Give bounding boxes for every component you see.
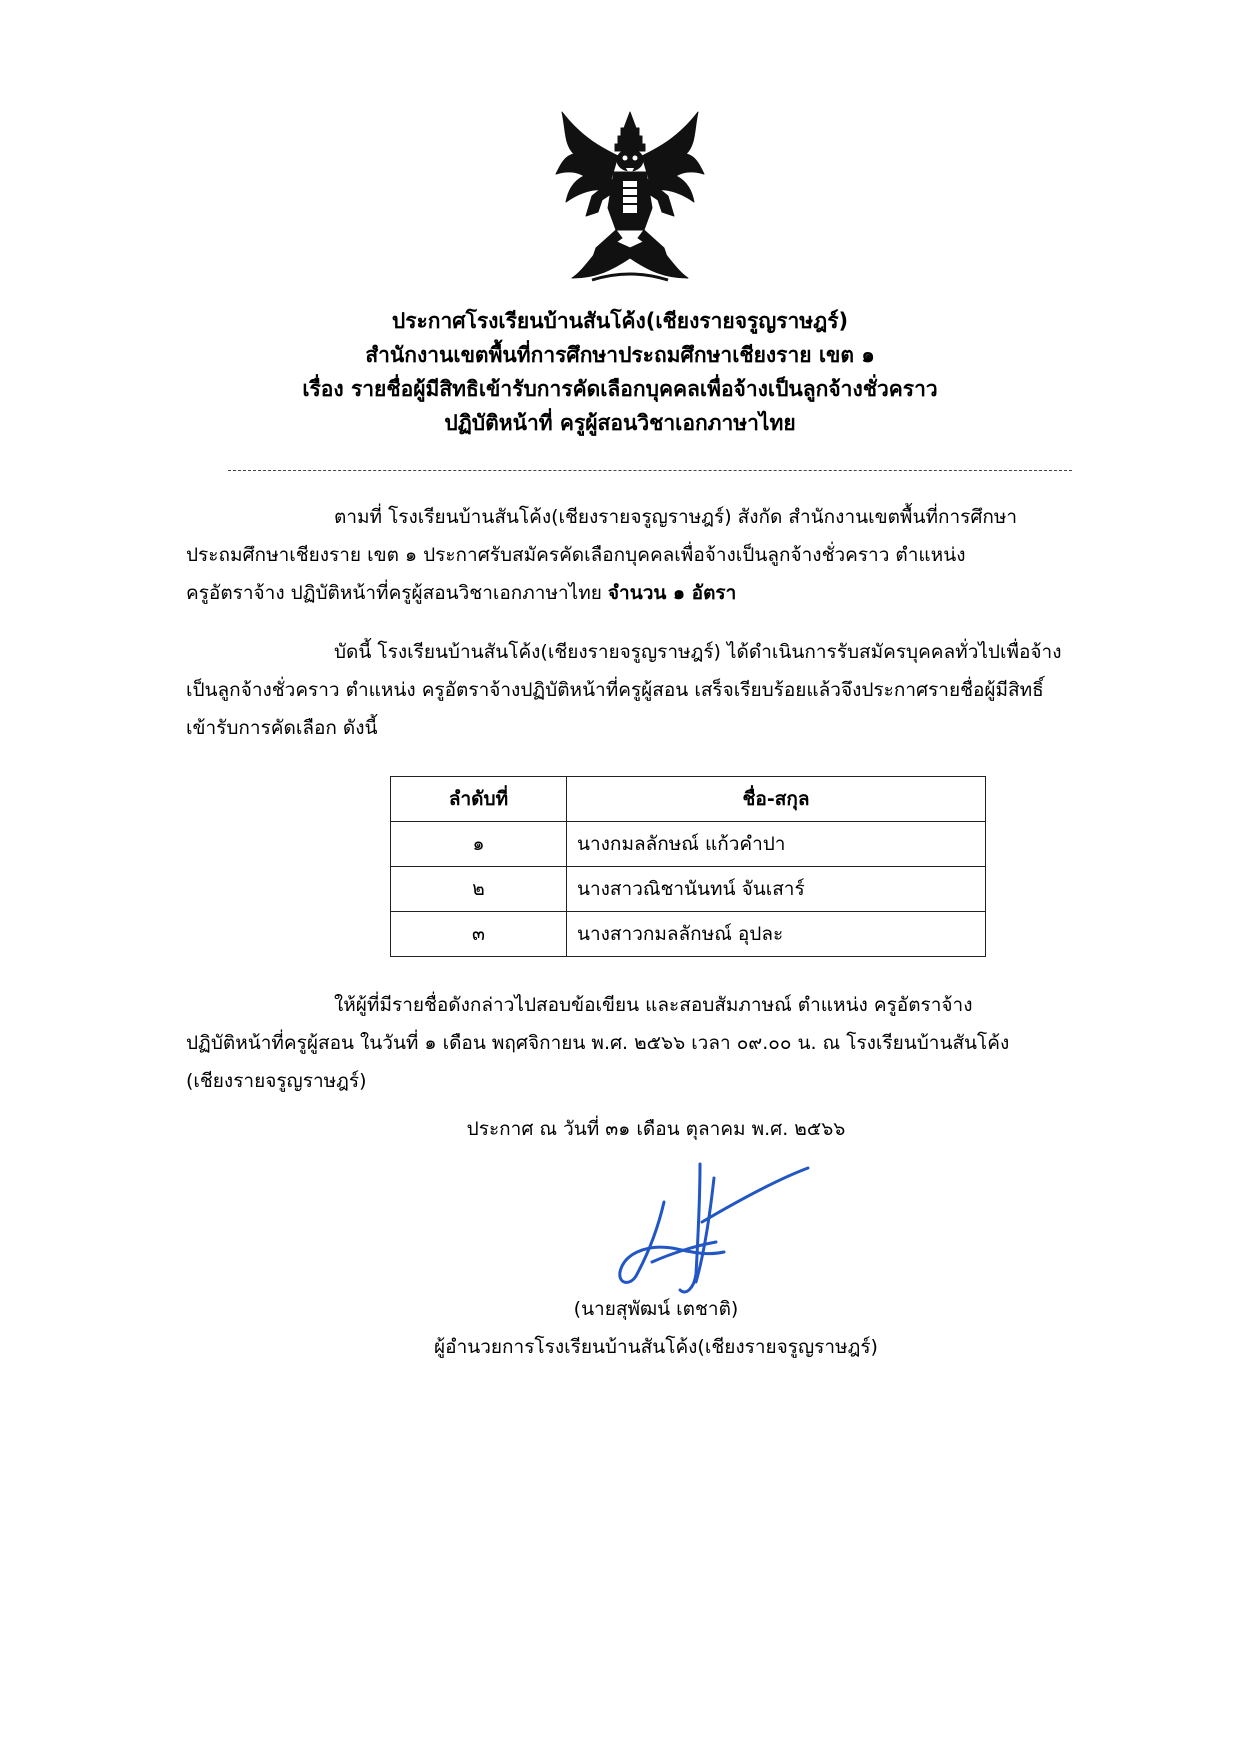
signer-name: (นายสุพัฒน์ เตชาติ) (573, 1298, 739, 1320)
heading-line-3: เรื่อง รายชื่อผู้มีสิทธิเข้ารับการคัดเลือกบุคคลเพื่อจ้างเป็นลูกจ้างชั่วคราว (302, 377, 938, 401)
paragraph-3-line-2: ปฏิบัติหน้าที่ครูผู้สอน ในวันที่ ๑ เดือน พฤศจิกายน พ.ศ. ๒๕๖๖ เวลา ๐๙.๐๐ น. ณ โรงเรียนบ้านสันโค้ง (186, 1032, 1010, 1054)
column-header-order: ลำดับที่ (391, 777, 567, 822)
table-header-row (391, 777, 986, 822)
paragraph-1-line-1: ตามที่ โรงเรียนบ้านสันโค้ง(เชียงรายจรูญราษฎร์) สังกัด สำนักงานเขตพื้นที่การศึกษา (334, 506, 1018, 528)
paragraph-1-line-3 (186, 574, 1120, 612)
signer-title: ผู้อำนวยการโรงเรียนบ้านสันโค้ง(เชียงรายจรูญราษฎร์) (434, 1336, 878, 1358)
row-order: ๑ (391, 822, 567, 867)
paragraph-3-line-1: ให้ผู้ที่มีรายชื่อดังกล่าวไปสอบข้อเขียน และสอบสัมภาษณ์ ตำแหน่ง ครูอัตราจ้าง (334, 994, 973, 1016)
paragraph-2-line-2: เป็นลูกจ้างชั่วคราว ตำแหน่ง ครูอัตราจ้างปฏิบัติหน้าที่ครูผู้สอน เสร็จเรียบร้อยแล้วจึงประกาศรายชื่อผู้มีสิทธิ์ (186, 679, 1044, 701)
paragraph-2-line-1: บัดนี้ โรงเรียนบ้านสันโค้ง(เชียงรายจรูญราษฎร์) ได้ดำเนินการรับสมัครบุคคลทั่วไปเพื่อจ้าง (334, 641, 1062, 663)
dashed-divider (228, 470, 1072, 471)
heading-line-2: สำนักงานเขตพื้นที่การศึกษาประถมศึกษาเชียงราย เขต ๑ (365, 343, 875, 367)
column-header-name: ชื่อ-สกุล (567, 777, 986, 822)
row-name: นางกมลลักษณ์ แก้วคำปา (567, 822, 986, 867)
handwritten-signature (596, 1158, 816, 1300)
heading-line-1: ประกาศโรงเรียนบ้านสันโค้ง(เชียงรายจรูญราษฎร์) (391, 309, 849, 333)
paragraph-1-line-3-text: ครูอัตราจ้าง ปฏิบัติหน้าที่ครูผู้สอนวิชาเอกภาษาไทย (186, 582, 602, 604)
announcement-date: ประกาศ ณ วันที่ ๓๑ เดือน ตุลาคม พ.ศ. ๒๕๖๖ (466, 1118, 846, 1140)
paragraph-2 (186, 633, 1120, 747)
row-name: นางสาวกมลลักษณ์ อุปละ (567, 912, 986, 957)
position-count: จำนวน ๑ อัตรา (607, 582, 737, 604)
eligible-candidates-table (390, 776, 986, 957)
paragraph-1-line-2: ประถมศึกษาเชียงราย เขต ๑ ประกาศรับสมัครคัดเลือกบุคคลเพื่อจ้างเป็นลูกจ้างชั่วคราว ตำแหน่ง (186, 544, 966, 566)
row-order: ๒ (391, 867, 567, 912)
announcement-heading (0, 304, 1240, 440)
garuda-emblem-icon (552, 108, 708, 286)
signer-block (0, 1290, 1240, 1366)
table-row (391, 912, 986, 957)
table-row (391, 822, 986, 867)
paragraph-1 (186, 498, 1120, 612)
paragraph-2-line-3: เข้ารับการคัดเลือก ดังนี้ (186, 717, 378, 739)
row-name: นางสาวณิชานันทน์ จันเสาร์ (567, 867, 986, 912)
row-order: ๓ (391, 912, 567, 957)
paragraph-3 (186, 986, 1120, 1100)
heading-line-4: ปฏิบัติหน้าที่ ครูผู้สอนวิชาเอกภาษาไทย (444, 411, 796, 435)
table-row (391, 867, 986, 912)
paragraph-3-line-3: (เชียงรายจรูญราษฎร์) (186, 1070, 367, 1092)
